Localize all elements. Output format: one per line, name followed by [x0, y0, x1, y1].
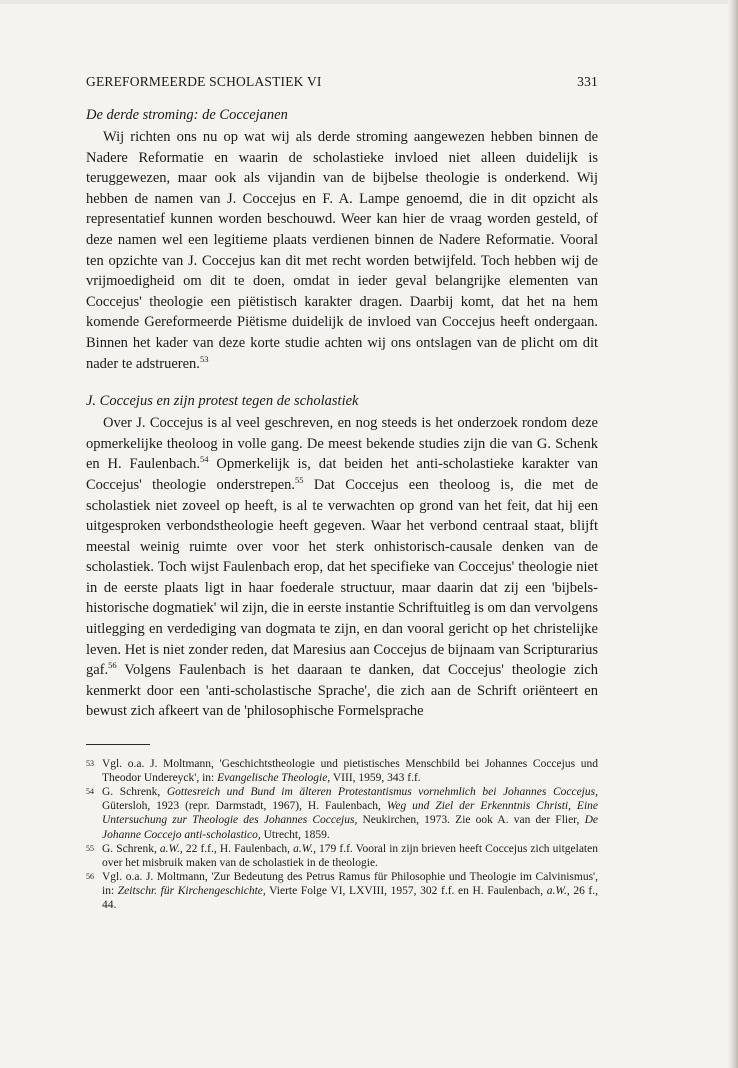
footnote-book-title: Weg und Ziel der Erkenntnis Christi, Eine Untersuchung zur Theologie des Johannes Coccejus,	[102, 800, 599, 827]
paragraph-derde-stroming	[86, 127, 598, 374]
footnote-divider	[86, 744, 150, 745]
footnote-text: 22 f.f., H. Faulenbach,	[182, 842, 294, 855]
footnote-text: 179 f.f. Vooral in zijn brieven heeft Coccejus zich uitgelaten over het misbruik maken van de scholastiek in de theologie.	[102, 842, 598, 869]
footnote-text: Neukirchen, 1973. Zie ook A. van der Flier,	[357, 814, 585, 827]
page-content	[86, 74, 598, 912]
running-head-title: GEREFORMEERDE SCHOLASTIEK VI	[86, 74, 322, 89]
footnote-text: Vierte Folge VI, LXVIII, 1957, 302 f.f. en H. Faulenbach,	[265, 884, 547, 897]
footnote-text: G. Schrenk,	[102, 786, 167, 799]
paragraph-text: Volgens Faulenbach is het daaraan te danken, dat Coccejus' theologie zich kenmerkt door een 'anti-scholastische Sprache', die zich aan de Schrift oriënteert en bewust zich afkeert van de 'philosophische Formelsprache	[86, 662, 598, 720]
footnote-ref-53[interactable]: 53	[199, 353, 209, 364]
footnote-text: Vgl. o.a. J. Moltmann, 'Zur Bedeutung des Petrus Ramus für Philosophie und Theologie im Calvinismus', in:	[102, 870, 598, 897]
running-head	[86, 74, 598, 90]
footnote-abbrev: a.W.,	[159, 842, 183, 855]
footnote-text: Gütersloh, 1923 (repr. Darmstadt, 1967), H. Faulenbach,	[102, 800, 387, 813]
footnote-56	[86, 870, 598, 912]
footnote-abbrev: a.W.,	[293, 842, 316, 855]
footnote-journal: Zeitschr. für Kirchengeschichte,	[117, 884, 266, 897]
footnote-book-title: De Johanne Coccejo anti-scholastico,	[102, 814, 598, 841]
footnote-book-title: Gottesreich und Bund im älteren Protestantismus vornehmlich bei Johannes Coccejus,	[166, 786, 598, 799]
footnote-text: Utrecht, 1859.	[260, 828, 330, 841]
footnote-text: VIII, 1959, 343 f.f.	[330, 772, 421, 785]
footnote-number: 56	[86, 871, 94, 881]
paragraph-text: Wij richten ons nu op wat wij als derde stroming aangewezen hebben binnen de Nadere Reformatie en waarin de scholastieke invloed niet alleen duidelijk is teruggewezen, maar ook als vijandin van de bijbelse theologie is onderkend. Wij hebben de namen van J. Coccejus en F. A. Lampe genoemd, die in dit opzicht als representatief kunnen worden beschouwd. Weer kan hier de vraag worden gesteld, of deze namen wel een legitieme plaats verdienen binnen de Nadere Reformatie. Vooral ten opzichte van J. Coccejus kan dit met recht worden betwijfeld. Toch hebben wij de vrijmoedigheid om dit te doen, omdat in ieder geval belangrijke elementen van Coccejus' theologie een piëtistisch karakter dragen. Daarbij komt, dat het na hem komende Gereformeerde Piëtisme duidelijk de invloed van Coccejus heeft ondergaan. Binnen het kader van deze korte studie achten wij ons ontslagen van de plicht om dit nader te adstrueren.	[86, 129, 598, 372]
footnote-ref-56[interactable]: 56	[108, 660, 117, 671]
footnote-number: 53	[86, 759, 94, 769]
section-heading-protest: J. Coccejus en zijn protest tegen de scholastiek	[86, 393, 359, 410]
paragraph-text: Dat Coccejus een theoloog is, die met de scholastiek niet zoveel op heeft, is al te verwachten op grond van het feit, dat hij een uitgesproken verbondstheologie heeft gegeven. Waar het verbond centraal staat, blijft meestal weinig ruimte over voor het sterk onhistorisch-causale denken van de scholastiek. Toch wijst Faulenbach erop, dat het specifieke van Coccejus' theologie niet in de eerste plaats ligt in haar foederale structuur, maar daarin dat zij een 'bijbels-historische dogmatiek' wil zijn, die in eerste instantie Schriftuitleg is om dan vervolgens uitlegging en verdediging van dogmata te zijn, en dan vooral gericht op het christelijke leven. Het is niet zonder reden, dat Maresius aan Coccejus de bijnaam van Scripturarius gaf.	[86, 476, 599, 679]
paragraph-text: Over J. Coccejus is al veel geschreven, en nog steeds is het onderzoek rondom deze opmerkelijke theoloog in volle gang. De meest bekende studies zijn die van G. Schenk en H. Faulenbach.	[86, 415, 598, 473]
footnote-53	[86, 757, 598, 785]
page-right-edge	[728, 0, 738, 1068]
footnote-54	[86, 785, 598, 841]
page-top-edge	[0, 0, 738, 4]
footnote-journal: Evangelische Theologie,	[217, 772, 331, 785]
footnote-number: 54	[86, 787, 94, 797]
footnote-text: G. Schrenk,	[102, 842, 160, 855]
page-number: 331	[577, 74, 598, 89]
footnote-abbrev: a.W.,	[546, 884, 570, 897]
footnote-ref-55[interactable]: 55	[295, 475, 304, 486]
footnote-text: 26 f., 44.	[102, 884, 599, 911]
paragraph-coccejus-protest	[86, 413, 598, 722]
footnote-55	[86, 842, 598, 870]
footnote-number: 55	[86, 843, 94, 853]
footnote-text: Vgl. o.a. J. Moltmann, 'Geschichtstheologie und pietistisches Menschbild bei Johannes Coccejus und Theodor Undereyck', in:	[102, 758, 598, 785]
section-heading-coccejanen: De derde stroming: de Coccejanen	[86, 107, 288, 123]
paragraph-text: Opmerkelijk is, dat beiden het anti-scholastieke karakter van Coccejus' theologie onderstrepen.	[86, 456, 599, 493]
footnote-ref-54[interactable]: 54	[200, 454, 209, 465]
